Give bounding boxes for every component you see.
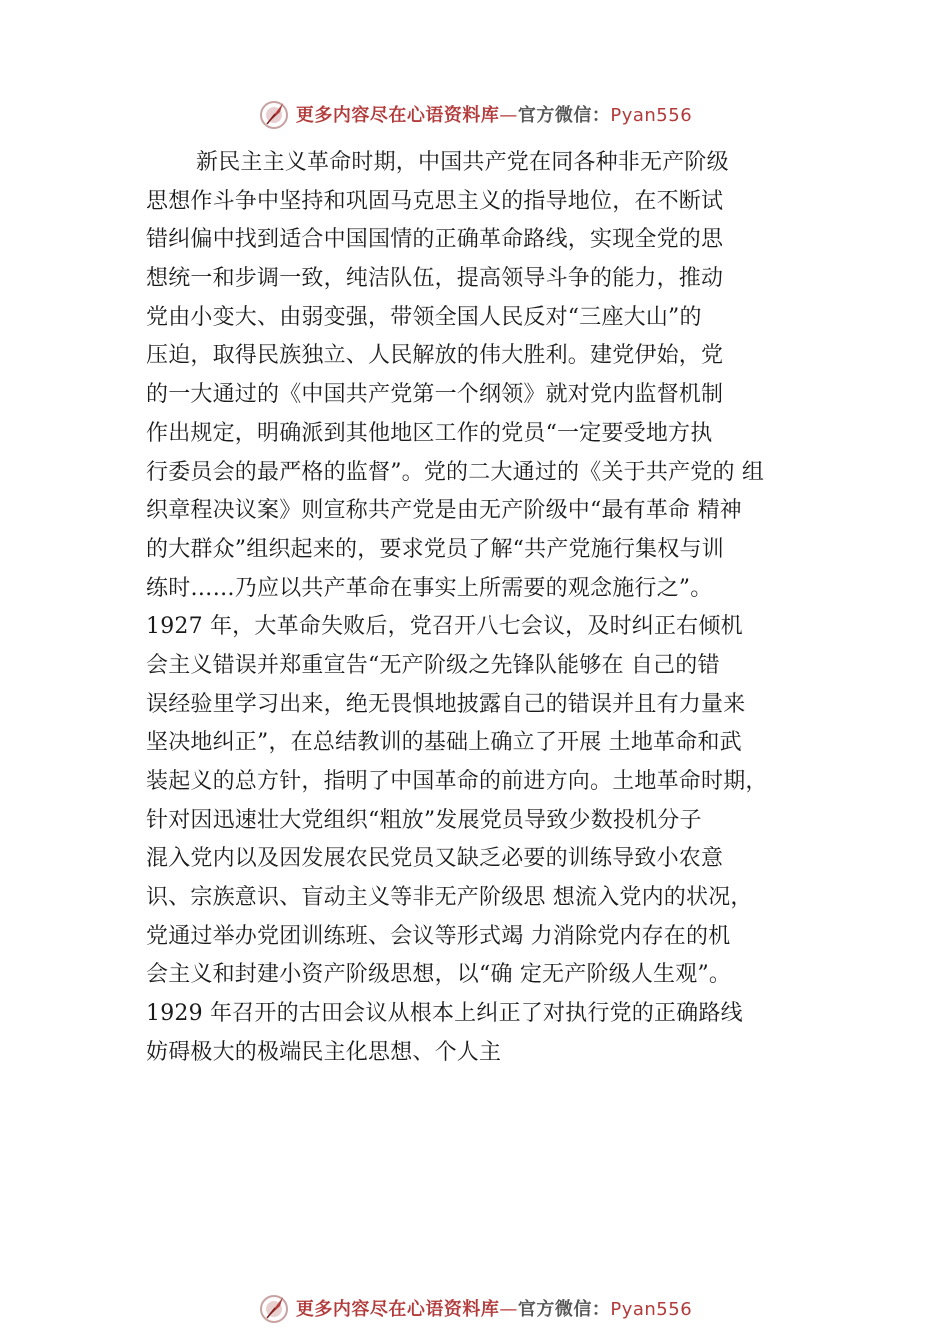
paragraph-line: 党通过举办党团训练班、会议等形式竭 力消除党内存在的机 bbox=[146, 923, 731, 949]
paragraph-line: 会主义和封建小资产阶级思想，以“确 定无产阶级人生观”。 bbox=[146, 962, 732, 988]
paragraph-line: 党由小变大、由弱变强，带领全国人民反对“三座大山”的 bbox=[146, 304, 702, 330]
paragraph-line: 织章程决议案》则宣称共产党是由无产阶级中“最有革命 精神 bbox=[146, 498, 742, 524]
header-dash: — bbox=[499, 105, 518, 126]
paragraph-line: 想统一和步调一致，纯洁队伍，提高领导斗争的能力，推动 bbox=[146, 266, 724, 292]
paragraph-line: 误经验里学习出来，绝无畏惧地披露自己的错误并且有力量来 bbox=[146, 691, 746, 717]
footer-dash: — bbox=[499, 1299, 518, 1320]
paragraph-line: 的一大通过的《中国共产党第一个纲领》就对党内监督机制 bbox=[146, 382, 724, 408]
paragraph-line: 识、宗族意识、盲动主义等非无产阶级思 想流入党内的状况， bbox=[146, 885, 753, 911]
paragraph-line: 妨碍极大的极端民主化思想、个人主 bbox=[146, 1039, 502, 1065]
footer-label: 官方微信： bbox=[517, 1299, 611, 1320]
paragraph-line: 坚决地纠正”，在总结教训的基础上确立了开展 土地革命和武 bbox=[146, 730, 742, 756]
header-code: Pyan556 bbox=[610, 105, 693, 126]
paragraph-line: 新民主主义革命时期，中国共产党在同各种非无产阶级 bbox=[196, 150, 729, 175]
quill-logo-icon bbox=[258, 1292, 290, 1324]
paragraph-line: 会主义错误并郑重宣告“无产阶级之先锋队能够在 自己的错 bbox=[146, 652, 720, 678]
footer-brand: 更多内容尽在心语资料库 bbox=[295, 1299, 500, 1320]
paragraph-line: 1927 年，大革命失败后，党召开八七会议，及时纠正右倾机 bbox=[146, 614, 743, 640]
quill-logo-icon bbox=[258, 98, 290, 130]
paragraph-line: 针对因迅速壮大党组织“粗放”发展党员导致少数投机分子 bbox=[146, 807, 702, 833]
paragraph-line: 错纠偏中找到适合中国国情的正确革命路线，实现全党的思 bbox=[146, 227, 724, 253]
paragraph-line: 练时……乃应以共产革命在事实上所需要的观念施行之”。 bbox=[146, 575, 713, 601]
paragraph-line: 思想作斗争中坚持和巩固马克思主义的指导地位，在不断试 bbox=[146, 188, 724, 214]
header-banner bbox=[0, 94, 950, 134]
article-body bbox=[146, 144, 836, 1073]
header-brand: 更多内容尽在心语资料库 bbox=[295, 105, 500, 126]
paragraph-line: 装起义的总方针，指明了中国革命的前进方向。土地革命时期， bbox=[146, 769, 768, 794]
footer-code: Pyan556 bbox=[610, 1299, 693, 1320]
paragraph-line: 1929 年召开的古田会议从根本上纠正了对执行党的正确路线 bbox=[146, 1001, 743, 1027]
paragraph-line: 行委员会的最严格的监督”。党的二大通过的《关于共产党的 组 bbox=[146, 459, 765, 485]
paragraph-line: 作出规定，明确派到其他地区工作的党员“一定要受地方执 bbox=[146, 420, 713, 446]
header-label: 官方微信： bbox=[517, 105, 611, 126]
paragraph-line: 的大群众”组织起来的，要求党员了解“共产党施行集权与训 bbox=[146, 536, 724, 562]
paragraph-line: 混入党内以及因发展农民党员又缺乏必要的训练导致小农意 bbox=[146, 846, 724, 872]
paragraph-line: 压迫，取得民族独立、人民解放的伟大胜利。建党伊始，党 bbox=[146, 343, 724, 369]
footer-banner bbox=[0, 1288, 950, 1328]
